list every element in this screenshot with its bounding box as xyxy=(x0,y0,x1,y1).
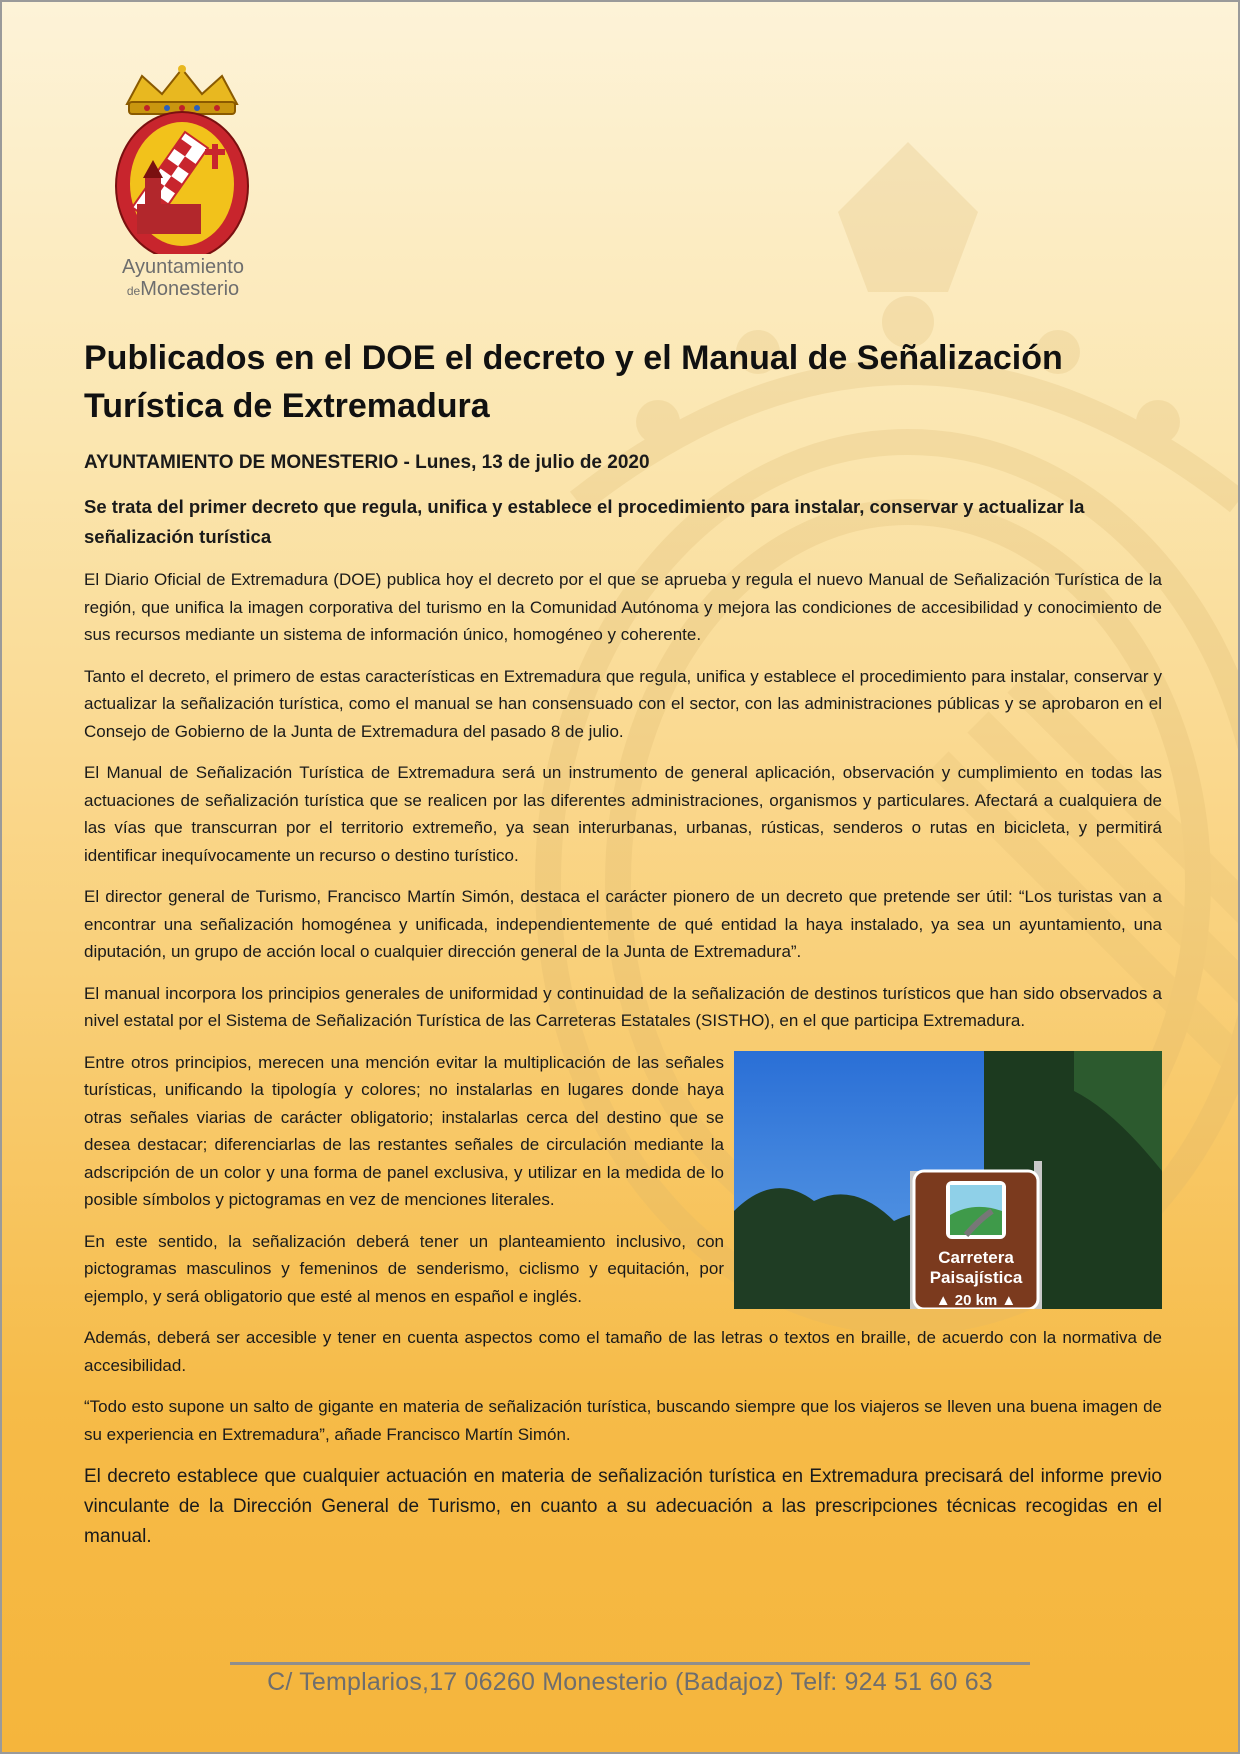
sign-text-line-1: Carretera xyxy=(938,1247,1014,1267)
logo-line-2-main: Monesterio xyxy=(140,278,240,300)
article-dateline: AYUNTAMIENTO DE MONESTERIO - Lunes, 13 de julio de 2020 xyxy=(84,452,650,473)
footer-address: C/ Templarios,17 06260 Monesterio (Badajoz) Telf: 924 51 60 63 xyxy=(267,1668,993,1696)
paragraph-5: El manual incorpora los principios generales de uniformidad y continuidad de la señalización de destinos turísticos que han sido observados a nivel estatal por el Sistema de Señalización Turística de las Carreteras Estatales (SISTHO), en el que participa Extremadura. xyxy=(84,983,1162,1030)
crown-icon xyxy=(127,65,237,114)
municipal-coat-of-arms-logo xyxy=(107,64,257,254)
sign-text-line-3: ▲ 20 km ▲ xyxy=(935,1291,1017,1309)
paragraph-10: El decreto establece que cualquier actuación en materia de señalización turística en Extremadura precisará del informe previo vinculante de la Dirección General de Turismo, en cuanto a su adecuación a las prescripciones técnicas recogidas en el manual. xyxy=(84,1466,1162,1547)
article-title: Publicados en el DOE el decreto y el Manual de Señalización Turística de Extremadura xyxy=(84,339,1063,425)
paragraph-7: En este sentido, la señalización deberá tener un planteamiento inclusivo, con pictogramas masculinos y femeninos de senderismo, ciclismo y equitación, por ejemplo, y será obligatorio que esté al menos en español e inglés. xyxy=(84,1231,724,1306)
paragraph-2: Tanto el decreto, el primero de estas características en Extremadura que regula, unifica y establece el procedimiento para instalar, conservar y actualizar la señalización turística, como el manual se han consensuado con el sector, con las administraciones públicas y se aprobaron en el Consejo de Gobierno de la Junta de Extremadura del pasado 8 de julio. xyxy=(84,666,1162,741)
paragraph-3: El Manual de Señalización Turística de Extremadura será un instrumento de general aplicación, observación y cumplimiento en todas las actuaciones de señalización turística que se realicen por las diferentes administraciones, organismos y particulares. Afectará a cualquiera de las vías que transcurran por el territorio extremeño, ya sean interurbanas, urbanas, rústicas, senderos o rutas en bicicleta, y permitirá identificar inequívocamente un recurso o destino turístico. xyxy=(84,763,1162,865)
paragraph-1: El Diario Oficial de Extremadura (DOE) publica hoy el decreto por el que se aprueba y regula el nuevo Manual de Señalización Turística de la región, que unifica la imagen corporativa del turismo en la Comunidad Autónoma y mejora las condiciones de accesibilidad y conocimiento de sus recursos mediante un sistema de información único, homogéneo y coherente. xyxy=(84,570,1162,644)
logo-line-1: Ayuntamiento xyxy=(122,256,244,278)
sign-text-line-2: Paisajística xyxy=(929,1267,1023,1287)
paragraph-9: “Todo esto supone un salto de gigante en materia de señalización turística, buscando siempre que los viajeros se lleven una buena imagen de su experiencia en Extremadura”, añade Francisco Martín Simón. xyxy=(84,1397,1162,1444)
logo-caption xyxy=(108,256,258,302)
logo-line-2 xyxy=(108,278,258,302)
paragraph-8: Además, deberá ser accesible y tener en cuenta aspectos como el tamaño de las letras o textos en braille, de acuerdo con la normativa de accesibilidad. xyxy=(84,1328,1162,1375)
logo-line-2-small: de xyxy=(126,284,141,298)
article-lead: Se trata del primer decreto que regula, unifica y establece el procedimiento para instalar, conservar y actualizar la señalización turística xyxy=(84,496,1085,547)
paragraph-6-text: Entre otros principios, merecen una mención evitar la multiplicación de las señales turísticas, unificando la tipología y colores; no instalarlas en lugares donde haya otras señales viarias de carácter obligatorio; instalarlas cerca del destino que se desea destacar; diferenciarlas de las restantes señales de circulación mediante la adscripción de un color y una forma de panel exclusiva, y utilizar en la medida de lo posible símbolos y pictogramas en vez de menciones literales. xyxy=(84,1052,724,1209)
footer-divider xyxy=(230,1662,1030,1665)
article-body xyxy=(84,334,1162,1552)
road-sign-photo xyxy=(734,1051,1162,1309)
paragraph-4: El director general de Turismo, Francisco Martín Simón, destaca el carácter pionero de un decreto que pretende ser útil: “Los turistas van a encontrar una señalización homogénea y unificada, independientemente de qué entidad la haya instalado, ya sea un ayuntamiento, una diputación, un grupo de acción local o cualquier dirección general de la Junta de Extremadura”. xyxy=(84,887,1162,961)
